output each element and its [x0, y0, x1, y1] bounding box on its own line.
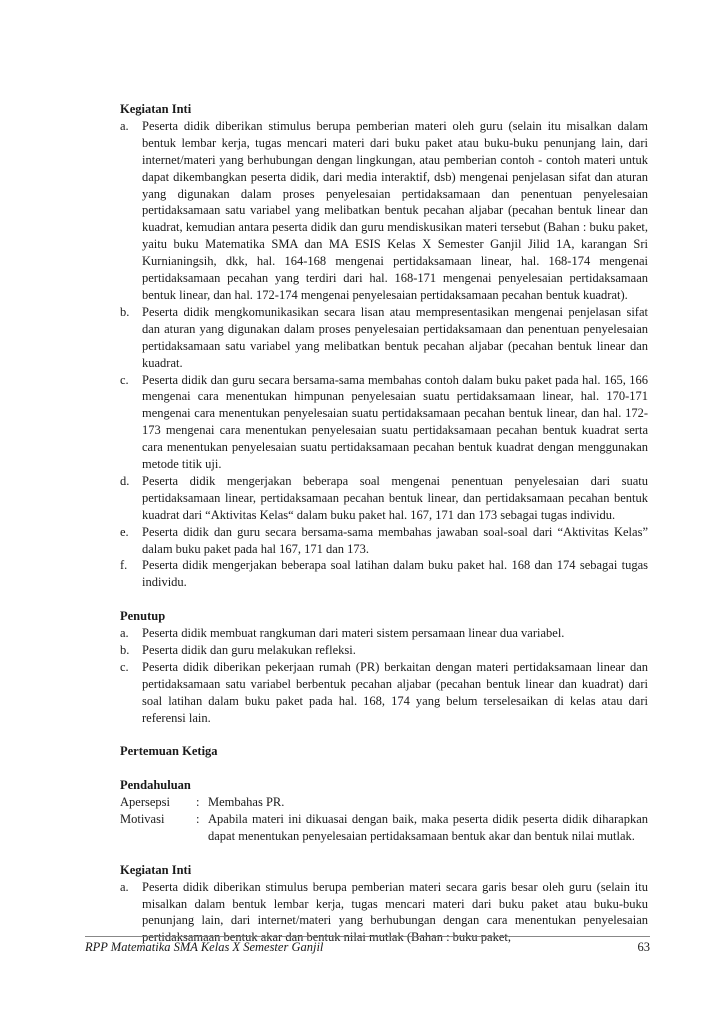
motivasi-label: Motivasi: [120, 812, 165, 827]
footer-rule: [85, 936, 650, 937]
list-item: [120, 304, 648, 372]
list-item: [120, 659, 648, 727]
motivasi-value: Apabila materi ini dikuasai dengan baik, maka peserta didik peserta didik diharapkan dapat menentukan penyelesaian pertidaksamaan bentuk akar dan bentuk nilai mutlak.: [208, 812, 648, 843]
section-penutup: [120, 608, 648, 726]
item-text: Peserta didik dan guru secara bersama-sama membahas contoh dalam buku paket pada hal. 165, 166 mengenai cara menentukan himpunan penyelesaian suatu pertidaksamaan linear, hal. 170-171 mengenai cara menentukan penyelesaian suatu pertidaksamaan pecahan bentuk linear, dan hal. 172-173 mengenai cara menentukan penyelesaian suatu pertidaksamaan pecahan bentuk kuadrat serta cara menentukan penyelesaian suatu pertidaksamaan pecahan bentuk kuadrat dengan menggunakan metode titik uji.: [142, 372, 648, 472]
item-label: f.: [120, 558, 128, 573]
list-item: [120, 642, 648, 659]
document-body: [120, 101, 648, 946]
item-text: Peserta didik diberikan pekerjaan rumah (PR) berkaitan dengan materi pertidaksamaan linear dan pertidaksamaan satu variabel berbentuk pecahan aljabar (pecahan bentuk linear dan kuadrat) dari soal latihan dalam buku paket pada hal. 168, 174 yang belum terselesaikan di kelas atau dari referensi lain.: [142, 659, 648, 725]
item-text: Peserta didik membuat rangkuman dari materi sistem persamaan linear dua variabel.: [142, 626, 565, 641]
apersepsi-value: Membahas PR.: [208, 795, 285, 810]
section-kegiatan-inti-2: [120, 862, 648, 947]
footer-title: RPP Matematika SMA Kelas X Semester Ganjil: [85, 940, 324, 954]
item-label: a.: [120, 879, 129, 894]
item-text: Peserta didik diberikan stimulus berupa pemberian materi oleh guru (selain itu misalkan dalam bentuk lembar kerja, tugas mencari materi dari buku paket atau buku-buku penunjang lain, dari internet/materi yang berhubungan dengan lingkungan, atau pemberian contoh - contoh materi untuk dapat dikembangkan peserta didik, dari media interaktif, dsb) mengenai penjelasan sifat dan aturan yang digunakan dalam proses penyelesaian pertidaksamaan dan penentuan penyelesaian pertidaksamaan satu variabel yang melibatkan bentuk pecahan aljabar (pecahan bentuk linear dan kuadrat, kemudian antara peserta didik dan guru mendiskusikan materi tersebut (Bahan : buku paket, yaitu buku Matematika SMA dan MA ESIS Kelas X Semester Ganjil Jilid 1A, karangan Sri Kurnianingsih, dkk, hal. 164-168 mengenai pertidaksamaan linear, hal. 168-174 mengenai pertidaksamaan pecahan yang terdiri dari hal. 168-171 mengenai penyelesaian pertidaksamaan bentuk linear, dan hal. 172-174 mengenai penyelesaian pertidaksamaan pecahan bentuk kuadrat).: [142, 118, 648, 302]
section-heading: Kegiatan Inti: [120, 862, 192, 877]
section-pertemuan: [120, 743, 648, 760]
colon: :: [196, 795, 200, 810]
colon: :: [196, 812, 200, 827]
section-kegiatan-inti: [120, 101, 648, 591]
item-text: Peserta didik dan guru secara bersama-sama membahas jawaban soal-soal dari “Aktivitas Kelas” dalam buku paket pada hal 167, 171 dan 173.: [142, 524, 648, 556]
page-number: 63: [637, 940, 650, 954]
motivasi-row: [120, 811, 648, 845]
item-label: e.: [120, 524, 129, 539]
item-label: b.: [120, 304, 130, 319]
item-label: d.: [120, 473, 130, 488]
meeting-heading: Pertemuan Ketiga: [120, 744, 218, 759]
apersepsi-label: Apersepsi: [120, 795, 170, 810]
apersepsi-row: [120, 794, 648, 811]
section-pendahuluan: [120, 777, 648, 845]
list-item: [120, 372, 648, 473]
item-label: c.: [120, 659, 129, 674]
list-item: [120, 473, 648, 524]
item-text: Peserta didik mengerjakan beberapa soal mengenai penentuan penyelesaian dari suatu pertidaksamaan linear, pertidaksamaan pecahan bentuk linear, dan pertidaksamaan pecahan bentuk kuadrat dari “Aktivitas Kelas“ dalam buku paket hal. 167, 171 dan 173 sebagai tugas individu.: [142, 473, 648, 522]
item-text: Peserta didik mengerjakan beberapa soal latihan dalam buku paket hal. 168 dan 174 sebagai tugas individu.: [142, 558, 648, 590]
item-text: Peserta didik diberikan stimulus berupa pemberian materi secara garis besar oleh guru (selain itu misalkan dalam bentuk lembar kerja, tugas mencari materi dari buku paket atau buku-buku penunjang lain, dari internet/materi yang berhubungan dengan cara menentukan penyelesaian pertidaksamaan bentuk akar dan bentuk nilai mutlak (Bahan : buku paket,: [142, 879, 648, 945]
list-item: [120, 557, 648, 591]
item-text: Peserta didik dan guru melakukan refleksi.: [142, 642, 356, 657]
list-item: [120, 625, 648, 642]
item-label: a.: [120, 118, 129, 133]
item-label: b.: [120, 642, 130, 657]
item-label: c.: [120, 372, 129, 387]
item-label: a.: [120, 626, 129, 641]
section-heading: Penutup: [120, 609, 166, 624]
list-item: [120, 524, 648, 558]
item-text: Peserta didik mengkomunikasikan secara lisan atau mempresentasikan mengenai penjelasan sifat dan aturan yang digunakan dalam proses penyelesaian pertidaksamaan dan penentuan penyelesaian pertidaksamaan satu variabel yang melibatkan bentuk pecahan aljabar (pecahan bentuk linear dan kuadrat.: [142, 304, 648, 370]
section-heading: Kegiatan Inti: [120, 102, 192, 116]
list-item: [120, 118, 648, 304]
section-heading: Pendahuluan: [120, 778, 191, 793]
